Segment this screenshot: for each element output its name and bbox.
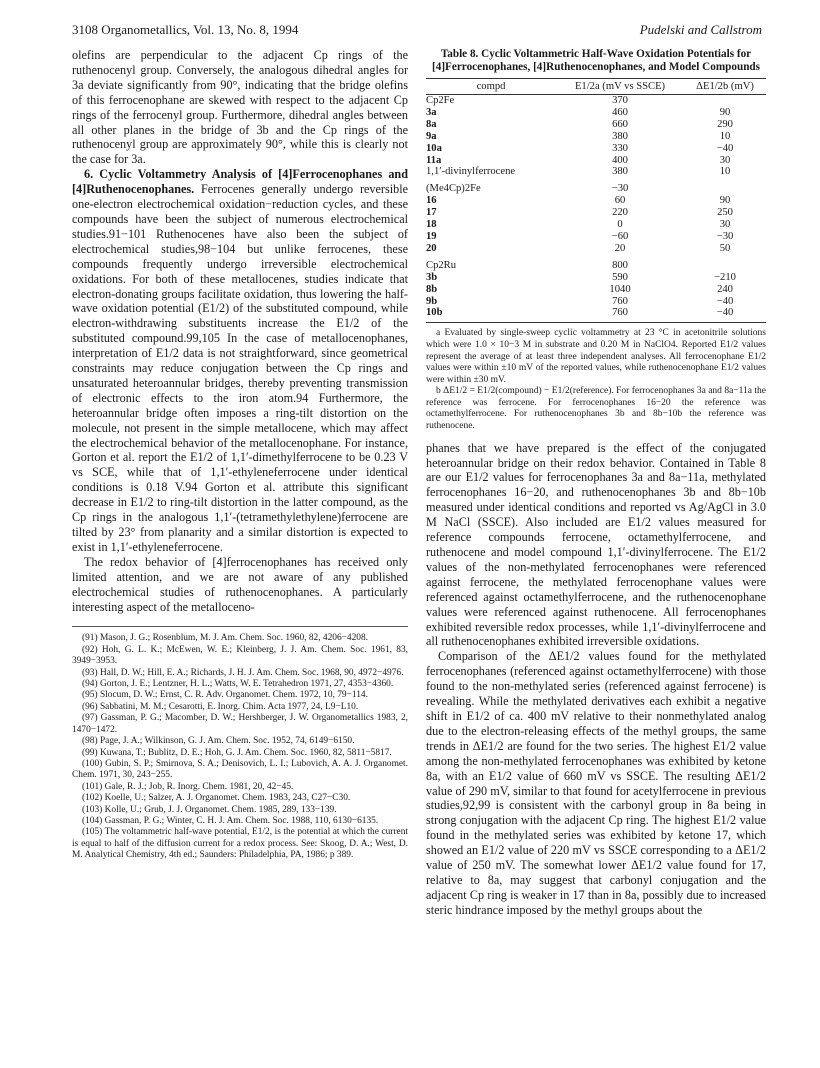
cell-compound: 8a xyxy=(426,118,437,130)
reference: (105) The voltammetric half-wave potential, E1/2, is the potential at which the current is equal to half of the diffusion current for a redox process. See: Skoog, D. A.; West, D. M. Analytical Chemistry, 4th ed.; Saunders: Philadelphia, PA, 1986; p 389. xyxy=(72,827,408,861)
cell-e-half: 20 xyxy=(614,242,626,254)
paragraph: The redox behavior of [4]ferrocenophanes has received only limited attention, and we are not aware of any published electrochemical studies of ruthenocenophanes. A particularly interesting aspect of the metalloceno- xyxy=(72,554,408,614)
reference: (95) Slocum, D. W.; Ernst, C. R. Adv. Organomet. Chem. 1972, 10, 79−114. xyxy=(82,690,368,701)
cell-delta-e: −30 xyxy=(716,230,734,242)
cell-delta-e: 90 xyxy=(719,106,731,118)
cell-compound: 11a xyxy=(426,154,442,166)
cell-e-half: 800 xyxy=(612,259,628,271)
reference: (92) Hoh, G. L. K.; McEwen, W. E.; Kleinberg, J. J. Am. Chem. Soc. 1961, 83, 3949−3953. xyxy=(72,644,408,667)
running-header xyxy=(72,22,762,38)
cell-e-half: 590 xyxy=(612,271,628,283)
cell-e-half: 400 xyxy=(612,154,628,166)
table-row xyxy=(426,272,766,284)
table-row xyxy=(426,219,766,231)
table-row xyxy=(426,207,766,219)
cell-delta-e: −40 xyxy=(684,307,766,322)
cell-compound: Cp2Ru xyxy=(426,259,457,271)
reference: (91) Mason, J. G.; Rosenblum, M. J. Am. Chem. Soc. 1960, 82, 4206−4208. xyxy=(82,633,369,644)
header-journal: 3108 Organometallics, Vol. 13, No. 8, 1994 xyxy=(72,22,299,37)
cell-e-half: 220 xyxy=(612,207,628,219)
cell-delta-e: 10 xyxy=(719,130,731,142)
left-column xyxy=(72,48,408,862)
cell-e-half: 380 xyxy=(612,130,628,142)
table-row xyxy=(426,119,766,131)
table-footnotes xyxy=(426,328,766,432)
cell-compound: 3b xyxy=(426,271,438,283)
reference: (96) Sabbatini, M. M.; Cesarotti, E. Inorg. Chim. Acta 1977, 24, L9−L10. xyxy=(82,701,359,712)
table-row xyxy=(426,131,766,143)
reference: (94) Gorton, J. E.; Lentzner, H. L.; Watts, W. E. Tetrahedron 1971, 27, 4353−4360. xyxy=(82,679,394,690)
reference: (102) Koelle, U.; Salzer, A. J. Organomet. Chem. 1983, 243, C27−C30. xyxy=(82,793,351,804)
cell-delta-e: 90 xyxy=(719,195,731,207)
cell-delta-e: 50 xyxy=(719,242,731,254)
cell-compound: 17 xyxy=(426,207,437,219)
cell-e-half: −60 xyxy=(611,230,629,242)
column-header: ΔE1/2b (mV) xyxy=(684,79,766,95)
cell-compound: 10a xyxy=(426,142,442,154)
reference: (100) Gubin, S. P.; Smirnova, S. A.; Denisovich, L. I.; Lubovich, A. A. J. Organomet. Chem. 1971, 30, 243−255. xyxy=(72,758,408,781)
reference: (98) Page, J. A.; Wilkinson, G. J. Am. Chem. Soc. 1952, 74, 6149−6150. xyxy=(82,736,355,747)
cell-delta-e xyxy=(684,95,766,107)
references xyxy=(72,626,408,861)
cell-compound: 18 xyxy=(426,219,437,231)
table-row xyxy=(426,284,766,296)
cell-delta-e: −40 xyxy=(716,295,734,307)
cell-delta-e: 30 xyxy=(719,154,731,166)
cell-e-half: −30 xyxy=(611,183,629,195)
cell-compound: 1,1′-divinylferrocene xyxy=(426,166,516,178)
cell-delta-e: 250 xyxy=(717,207,733,219)
cell-compound: 10b xyxy=(426,307,556,322)
footnote: b ΔE1/2 = E1/2(compound) − E1/2(reference). For ferrocenophanes 3a and 8a−11a the reference was ferrocene. For ferrocenophanes 16−20 the reference was octamethylferrocene. For ruthenocenophanes 3b and 8b−10b the reference was ruthenocene. xyxy=(426,386,766,432)
cell-e-half: 760 xyxy=(556,307,684,322)
column-header: compd xyxy=(426,79,556,95)
cell-compound: 16 xyxy=(426,195,437,207)
table-caption: Table 8. Cyclic Voltammetric Half-Wave Oxidation Potentials for [4]Ferrocenophanes, [4]Ruthenocenophanes, and Model Compounds xyxy=(432,48,760,73)
cell-e-half: 660 xyxy=(612,118,628,130)
cell-e-half: 330 xyxy=(612,142,628,154)
cell-e-half: 760 xyxy=(612,295,628,307)
cell-compound: 3a xyxy=(426,106,437,118)
cell-delta-e: −40 xyxy=(716,142,734,154)
table-header-row xyxy=(426,79,766,95)
reference: (103) Kolle, U.; Grub, J. J. Organomet. Chem. 1985, 289, 133−139. xyxy=(82,804,337,815)
footnote: a Evaluated by single-sweep cyclic voltammetry at 23 °C in acetonitrile solutions which were 1.0 × 10−3 M in substrate and 0.20 M in NaClO4. Reported E1/2 values represent the average of at least three independent analyses. All ferrocenophane E1/2 values were within ±10 mV of the reported values, while ruthenocenophane E1/2 values were within ±30 mV. xyxy=(426,328,766,385)
reference: (101) Gale, R. J.; Job, R. Inorg. Chem. 1981, 20, 42−45. xyxy=(82,781,294,792)
table-row xyxy=(426,166,766,178)
paragraph: phanes that we have prepared is the effect of the conjugated heteroannular bridge on their redox behavior. Contained in Table 8 are our E1/2 values for ferrocenophanes 3a and 8a−11a, methylated ferrocenophanes 16−20, and ruthenocenophanes 3b and 8b−10b measured under identical conditions and reported vs Ag/AgCl in 3.0 M NaCl (SSCE). Also included are E1/2 values measured for reference compounds ferrocene, octamethylferrocene, and ruthenocene and model compound 1,1′-divinylferrocene. The E1/2 values of the non-methylated ferrocenophanes were referenced against ferrocene, the methylated ferrocenophane values were referenced against octamethylferrocene, and the ruthenocenophane values were referenced against ruthenocene. All ferrocenophanes exhibited reversible redox processes, while 1,1′-divinylferrocene and all ruthenocenophanes exhibited irreversible oxidations. xyxy=(426,440,766,649)
table-row xyxy=(426,307,766,322)
reference: (97) Gassman, P. G.; Macomber, D. W.; Hershberger, J. W. Organometallics 1983, 2, 1470−1472. xyxy=(72,713,408,735)
cell-delta-e: 290 xyxy=(717,118,733,130)
section-heading: 6. Cyclic Voltammetry Analysis of [4]Ferrocenophanes and [4]Ruthenocenophanes. xyxy=(72,167,408,197)
paragraph: olefins are perpendicular to the adjacent Cp rings of the ruthenocenyl group. Conversely, the analogous dihedral angles for 3a deviate significantly from 90°, indicating that the bridge olefins of this ferrocenophane are skewed with respect to the adjacent Cp rings of the ferrocenyl group. Furthermore, dihedral angles between all other planes in the bridge of 3b and the Cp rings of the ruthenocenyl group are approximately 90°, while this is clearly not the case for 3a. xyxy=(72,48,408,167)
table-row xyxy=(426,178,766,195)
cell-e-half: 0 xyxy=(617,219,623,231)
table-row xyxy=(426,155,766,167)
section-paragraph xyxy=(72,167,408,555)
cell-e-half: 60 xyxy=(614,195,626,207)
reference: (93) Hall, D. W.; Hill, E. A.; Richards, J. H. J. Am. Chem. Soc. 1968, 90, 4972−4976. xyxy=(82,667,404,678)
table-row xyxy=(426,243,766,255)
table-row xyxy=(426,231,766,243)
table-row xyxy=(426,195,766,207)
cell-compound: 9b xyxy=(426,295,438,307)
data-table xyxy=(426,78,766,323)
cell-delta-e: −210 xyxy=(714,271,736,283)
cell-delta-e xyxy=(684,255,766,272)
reference: (104) Gassman, P. G.; Winter, C. H. J. Am. Chem. Soc. 1988, 110, 6130−6135. xyxy=(82,815,379,826)
table-row xyxy=(426,296,766,308)
reference: (99) Kuwana, T.; Bublitz, D. E.; Hoh, G. J. Am. Chem. Soc. 1960, 82, 5811−5817. xyxy=(82,747,392,758)
table-row xyxy=(426,255,766,272)
table-body xyxy=(426,95,766,323)
table-row xyxy=(426,143,766,155)
cell-delta-e: 10 xyxy=(719,166,731,178)
cell-compound: Cp2Fe xyxy=(426,95,455,106)
cell-e-half: 460 xyxy=(612,106,628,118)
right-column xyxy=(426,48,766,918)
table-row xyxy=(426,95,766,107)
cell-compound: (Me4Cp)2Fe xyxy=(426,183,481,195)
header-authors: Pudelski and Callstrom xyxy=(639,22,762,37)
cell-delta-e xyxy=(684,178,766,195)
cell-delta-e: 240 xyxy=(717,283,733,295)
column-header: E1/2a (mV vs SSCE) xyxy=(556,79,684,95)
paragraph: Comparison of the ΔE1/2 values found for the methylated ferrocenophanes (referenced against octamethylferrocene) with those found to the non-methylated series (referenced against ferrocene) is revealing. While the methylated derivatives each exhibit a negative shift in E1/2 of ca. 400 mV relative to their nonmethylated analog due to the electron-releasing effects of the methyl groups, the same trends in ΔE1/2 are found for the two series. The highest E1/2 value among the non-methylated ferrocenophanes was exhibited by ketone 8a, with an E1/2 value of 660 mV vs SSCE. The resulting ΔE1/2 value of 290 mV, similar to that found for acetylferrocene in previous studies,92,99 is consistent with the carbonyl group in 8a being in strong conjugation with the adjacent Cp ring. The highest E1/2 value found in the methylated series was exhibited by ketone 17, which showed an E1/2 value of 220 mV vs SSCE corresponding to a ΔE1/2 value of 250 mV. The somewhat lower ΔE1/2 value found for 17, relative to 8a, may suggest that carbonyl conjugation and the adjacent Cp ring is weaker in 17 than in 8a, possibly due to increased steric hindrance imposed by the methyl groups about the xyxy=(426,649,766,917)
cell-compound: 9a xyxy=(426,130,437,142)
cell-compound: 20 xyxy=(426,242,437,254)
cell-e-half: 380 xyxy=(612,166,628,178)
cell-e-half: 370 xyxy=(612,95,628,106)
section-text: Ferrocenes generally undergo reversible one-electron electrochemical oxidation−reduction cycles, and these compounds have been the subject of numerous electrochemical studies.91−101 Ruthenocenes have also been the subject of electrochemical studies,98−104 but unlike ferrocenes, these compounds frequently undergo irreversible electrochemical oxidations. For both of these metallocenes, studies indicate that electron-donating groups facilitate oxidation, thus lowering the half-wave oxidation potential (E1/2) of the substituted compound, while electron-withdrawing substituents increase the E1/2 of the substituted compound.99,105 In the case of metallocenophanes, interpretation of E1/2 data is not straightforward, since geometrical constraints may reduce conjugation between the Cp rings and unsaturated heteroannular bridges, thereby preventing transmission of electronic effects to the iron atom.94 Furthermore, the heteroannular bridge often imposes a ring-tilt distortion on the molecule, not present in the simple metallocene, which may affect the electrochemical behavior of the metallocenophane. For instance, Gorton et al. report the E1/2 of 1,1′-dimethylferrocene to be 0.23 V vs SCE, while that of 1,1′-ethyleneferrocene under identical conditions is 0.18 V.94 Gorton et al. attribute this significant decrease in E1/2 to ring-tilt distortion in the latter compound, as the Cp rings in the analogous 1,1′-(tetramethylethylene)ferrocene are tilted by 23° from planarity and a similar distortion is expected to exist in 1,1′-ethyleneferrocene. xyxy=(72,182,408,554)
cell-compound: 8b xyxy=(426,283,438,295)
cell-e-half: 1040 xyxy=(609,283,631,295)
cell-compound: 19 xyxy=(426,230,437,242)
table-row xyxy=(426,107,766,119)
cell-delta-e: 30 xyxy=(719,219,731,231)
